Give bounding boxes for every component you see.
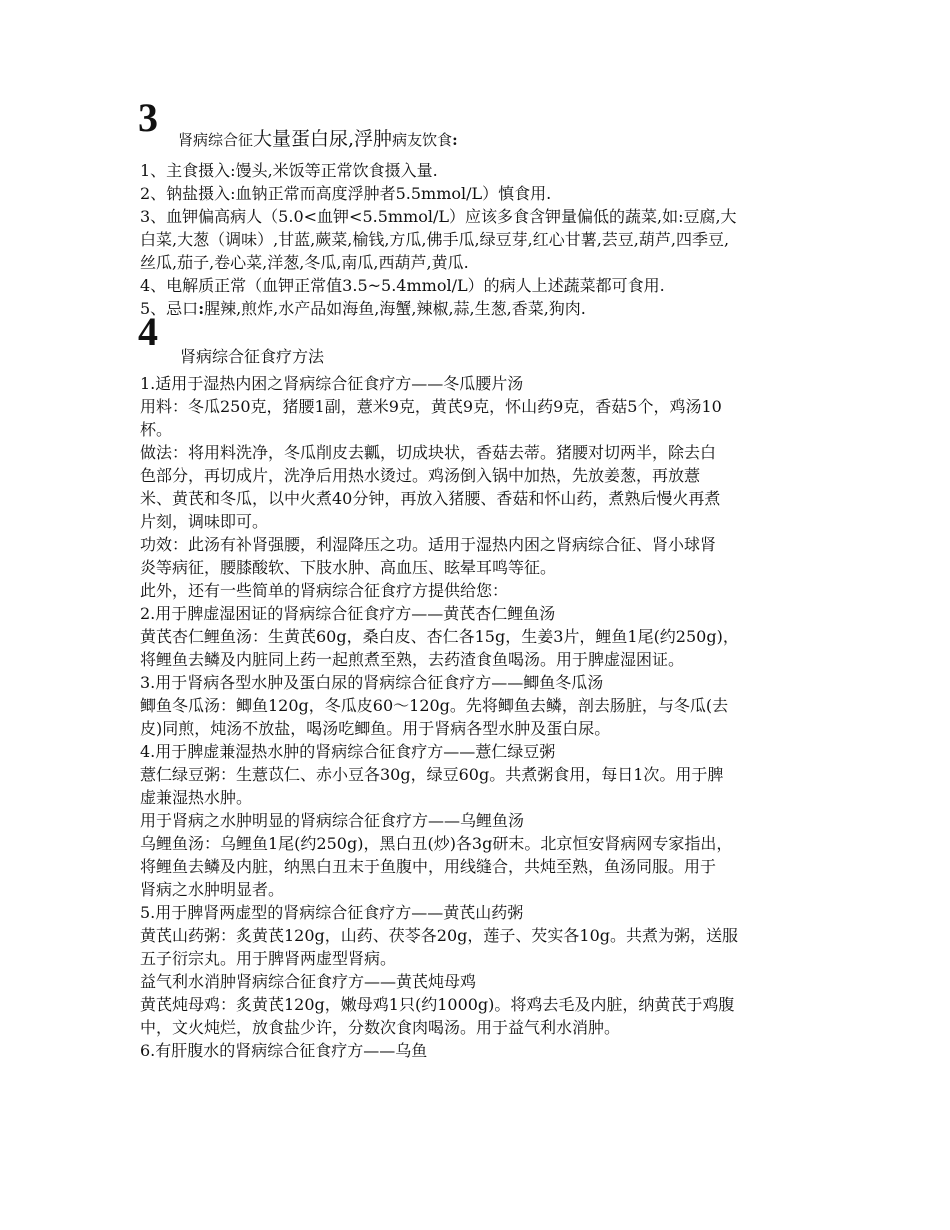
remedy-line: 用于肾病之水肿明显的肾病综合征食疗方——乌鲤鱼汤 xyxy=(140,811,525,830)
remedy-line: 虚兼湿热水肿。 xyxy=(140,788,253,807)
remedy-line: 益气利水消肿肾病综合征食疗方——黄芪炖母鸡 xyxy=(140,972,477,991)
remedy-line: 将鲤鱼去鳞及内脏，纳黑白丑末于鱼腹中，用线缝合，共炖至熟，鱼汤同服。用于 xyxy=(140,857,717,876)
remedy-line: 黄芪山药粥：炙黄芪120g，山药、茯苓各20g，莲子、芡实各10g。共煮为粥，送服 xyxy=(140,926,738,945)
diet-item-3: 3、血钾偏高病人（5.0<血钾<5.5mmol/L）应该多食含钾量偏低的蔬菜,如:豆腐,大 xyxy=(140,207,737,226)
title-pre: 肾病综合征 xyxy=(178,131,254,149)
remedy-line: 乌鲤鱼汤：乌鲤鱼1尾(约250g)，黑白丑(炒)各3g研末。北京恒安肾病网专家指出， xyxy=(140,834,733,853)
remedy-line: 2.用于脾虚湿困证的肾病综合征食疗方——黄芪杏仁鲤鱼汤 xyxy=(140,604,556,623)
remedy-line: 功效：此汤有补肾强腰，利湿降压之功。适用于湿热内困之肾病综合征、肾小球肾 xyxy=(140,535,717,554)
remedy-line: 用料：冬瓜250克，猪腰1副，薏米9克，黄芪9克，怀山药9克，香菇5个，鸡汤10 xyxy=(140,397,722,416)
remedy-line: 6.有肝腹水的肾病综合征食疗方——乌鱼 xyxy=(140,1041,428,1060)
remedy-line: 米、黄芪和冬瓜，以中火煮40分钟，再放入猪腰、香菇和怀山药，煮熟后慢火再煮 xyxy=(140,489,721,508)
remedy-line: 鲫鱼冬瓜汤：鲫鱼120g，冬瓜皮60～120g。先将鲫鱼去鳞，剖去肠脏，与冬瓜(去 xyxy=(140,696,729,715)
remedy-line: 黄芪杏仁鲤鱼汤：生黄芪60g，桑白皮、杏仁各15g，生姜3片，鲤鱼1尾(约250g)， xyxy=(140,627,739,646)
diet-item-2: 2、钠盐摄入:血钠正常而高度浮肿者5.5mmol/L）慎食用. xyxy=(140,184,552,203)
diet-item-3-cont-1: 白菜,大葱（调味）,甘蓝,蕨菜,榆钱,方瓜,佛手瓜,绿豆芽,红心甘薯,芸豆,葫芦,四季豆, xyxy=(140,230,730,249)
remedy-line: 薏仁绿豆粥：生薏苡仁、赤小豆各30g，绿豆60g。共煮粥食用，每日1次。用于脾 xyxy=(140,765,724,784)
remedy-line: 皮)同煎，炖汤不放盐，喝汤吃鲫鱼。用于肾病各型水肿及蛋白尿。 xyxy=(140,719,611,738)
remedy-line: 将鲤鱼去鳞及内脏同上药一起煎煮至熟，去药渣食鱼喝汤。用于脾虚湿困证。 xyxy=(140,650,685,669)
section-4-number: 4 xyxy=(138,309,158,354)
section-4-title: 肾病综合征食疗方法 xyxy=(180,347,325,366)
diet-item-1: 1、主食摄入:馒头,米饭等正常饮食摄入量. xyxy=(140,161,438,180)
diet-item-4: 4、电解质正常（血钾正常值3.5~5.4mmol/L）的病人上述蔬菜都可食用. xyxy=(140,276,665,295)
remedy-line: 中，文火炖烂，放食盐少许，分数次食肉喝汤。用于益气利水消肿。 xyxy=(140,1018,621,1037)
title-post: 病友饮食 xyxy=(392,131,453,149)
item5-text: 腥辣,煎炸,水产品如海鱼,海蟹,辣椒,蒜,生葱,香菜,狗肉. xyxy=(204,299,586,318)
remedy-line: 此外，还有一些简单的肾病综合征食疗方提供给您： xyxy=(140,581,509,600)
item5-colon: : xyxy=(198,299,205,318)
remedy-line: 3.用于肾病各型水肿及蛋白尿的肾病综合征食疗方——鲫鱼冬瓜汤 xyxy=(140,673,604,692)
title-colon: : xyxy=(452,131,458,149)
remedy-line: 色部分，再切成片，洗净后用热水烫过。鸡汤倒入锅中加热，先放姜葱，再放薏 xyxy=(140,466,701,485)
remedy-line: 5.用于脾肾两虚型的肾病综合征食疗方——黄芪山药粥 xyxy=(140,903,524,922)
item5-prefix: 5、忌口 xyxy=(140,299,199,318)
diet-item-3-cont-2: 丝瓜,茄子,卷心菜,洋葱,冬瓜,南瓜,西葫芦,黄瓜. xyxy=(140,253,469,272)
remedy-line: 做法：将用料洗净，冬瓜削皮去瓤，切成块状，香菇去蒂。猪腰对切两半，除去白 xyxy=(140,443,717,462)
remedy-line: 炎等病征，腰膝酸软、下肢水肿、高血压、眩晕耳鸣等征。 xyxy=(140,558,557,577)
remedy-line: 片刻，调味即可。 xyxy=(140,512,269,531)
remedy-line: 黄芪炖母鸡：炙黄芪120g，嫩母鸡1只(约1000g)。将鸡去毛及内脏，纳黄芪于鸡腹 xyxy=(140,995,735,1014)
title-big: 大量蛋白尿,浮肿 xyxy=(253,128,393,150)
remedy-line: 1.适用于湿热内困之肾病综合征食疗方——冬瓜腰片汤 xyxy=(140,374,524,393)
section-3-title xyxy=(178,126,458,153)
section-3-number: 3 xyxy=(138,95,158,140)
remedy-line: 五子衍宗丸。用于脾肾两虚型肾病。 xyxy=(140,949,397,968)
remedy-line: 肾病之水肿明显者。 xyxy=(140,880,285,899)
remedy-line: 杯。 xyxy=(140,420,173,439)
diet-item-5 xyxy=(140,298,586,320)
remedy-line: 4.用于脾虚兼湿热水肿的肾病综合征食疗方——薏仁绿豆粥 xyxy=(140,742,556,761)
